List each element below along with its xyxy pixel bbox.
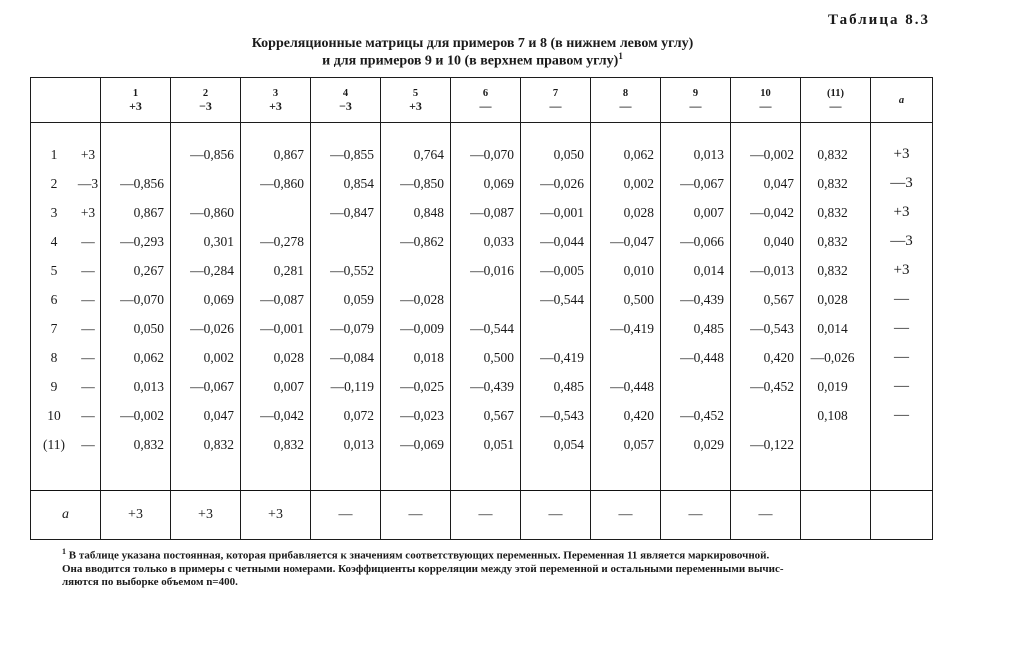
matrix-cell: 0,047: [203, 408, 234, 423]
a-cell: [871, 430, 932, 459]
matrix-cell: [451, 285, 520, 314]
matrix-cell: —0,087: [470, 205, 514, 220]
row-label: [31, 140, 100, 169]
a-cell: —: [894, 378, 909, 394]
matrix-cell: 0,013: [133, 379, 164, 394]
matrix-cell: 0,832: [817, 263, 848, 278]
matrix-cell: 0,040: [763, 234, 794, 249]
matrix-cell: —0,860: [260, 176, 304, 191]
column-number: 9: [692, 88, 699, 99]
column-number: 5: [412, 88, 419, 99]
matrix-cell: —0,013: [750, 263, 794, 278]
matrix-cell: —0,856: [120, 176, 164, 191]
matrix-cell: [171, 169, 240, 198]
matrix-cell: 0,028: [623, 205, 654, 220]
matrix-cell: 0,013: [343, 437, 374, 452]
matrix-cell: —0,084: [330, 350, 374, 365]
footer-cell-5: —: [381, 491, 451, 540]
matrix-column-5: [381, 123, 451, 491]
a-column: [871, 123, 933, 491]
footer-cell-10: —: [731, 491, 801, 540]
caption-footnote-mark: 1: [618, 51, 623, 61]
column-header-8: [591, 78, 661, 123]
matrix-cell: 0,867: [133, 205, 164, 220]
matrix-column-10: [731, 123, 801, 491]
matrix-cell: [381, 256, 450, 285]
matrix-column-3: [241, 123, 311, 491]
footnote-line-2: Она вводится только в примеры с четными номерами. Коэффициенты корреляции между этой переменной и остальными переменными вычис-: [62, 562, 784, 575]
matrix-cell: —0,070: [470, 147, 514, 162]
matrix-column-4: [311, 123, 381, 491]
matrix-cell: 0,051: [483, 437, 514, 452]
column-header-1: [101, 78, 171, 123]
matrix-column-6: [451, 123, 521, 491]
matrix-cell: —0,002: [120, 408, 164, 423]
matrix-cell: —0,025: [400, 379, 444, 394]
matrix-cell: [801, 430, 870, 459]
column-header-11: [801, 78, 871, 123]
row-number: 8: [50, 350, 58, 365]
matrix-cell: —0,847: [330, 205, 374, 220]
column-header-10: [731, 78, 801, 123]
matrix-cell: 0,500: [623, 292, 654, 307]
column-header-a: a: [871, 78, 933, 123]
matrix-cell: 0,018: [413, 350, 444, 365]
footnote-mark: 1: [62, 547, 66, 556]
column-constant: −3: [339, 99, 352, 113]
matrix-cell: 0,764: [413, 147, 444, 162]
row-number: 7: [50, 321, 58, 336]
row-label: [31, 372, 100, 401]
matrix-cell: —0,002: [750, 147, 794, 162]
matrix-cell: 0,281: [273, 263, 304, 278]
matrix-cell: —0,452: [750, 379, 794, 394]
matrix-cell: 0,832: [817, 205, 848, 220]
matrix-cell: 0,054: [553, 437, 584, 452]
matrix-cell: —0,544: [470, 321, 514, 336]
row-number: 5: [50, 263, 58, 278]
row-label: [31, 227, 100, 256]
column-number: 3: [272, 88, 279, 99]
matrix-cell: 0,069: [203, 292, 234, 307]
column-number: 4: [342, 88, 349, 99]
matrix-column-11: [801, 123, 871, 491]
column-number: 2: [202, 88, 209, 99]
footer-cell-8: —: [591, 491, 661, 540]
matrix-cell: 0,069: [483, 176, 514, 191]
matrix-cell: —0,860: [190, 205, 234, 220]
row-constant: —: [81, 321, 95, 336]
matrix-column-8: [591, 123, 661, 491]
matrix-cell: —0,005: [540, 263, 584, 278]
matrix-cell: 0,062: [133, 350, 164, 365]
matrix-cell: 0,848: [413, 205, 444, 220]
column-constant: —: [549, 99, 562, 113]
matrix-cell: —0,284: [190, 263, 234, 278]
row-number: 10: [47, 408, 61, 423]
matrix-cell: —0,079: [330, 321, 374, 336]
matrix-cell: 0,028: [817, 292, 848, 307]
column-number: (11): [827, 88, 844, 99]
row-label: [31, 314, 100, 343]
footnote-line-3: ляются по выборке объемом n=400.: [62, 575, 238, 588]
matrix-column-7: [521, 123, 591, 491]
matrix-cell: —0,026: [540, 176, 584, 191]
table-caption-line-1: Корреляционные матрицы для примеров 7 и 8 (в нижнем левом углу): [251, 36, 694, 51]
matrix-cell: —0,419: [540, 350, 584, 365]
matrix-cell: 0,567: [763, 292, 794, 307]
row-number: 1: [50, 147, 58, 162]
footer-cell-2: +3: [171, 491, 241, 540]
row-constant: —: [81, 350, 95, 365]
footer-label: a: [31, 491, 101, 540]
matrix-cell: —0,122: [750, 437, 794, 452]
a-cell: —: [894, 320, 909, 336]
correlation-matrix-table: [30, 77, 933, 540]
matrix-cell: —0,066: [680, 234, 724, 249]
row-constant: —: [81, 292, 95, 307]
column-header-4: [311, 78, 381, 123]
matrix-body: [31, 123, 933, 491]
matrix-cell: 0,567: [483, 408, 514, 423]
matrix-cell: —0,543: [540, 408, 584, 423]
matrix-cell: 0,832: [817, 147, 848, 162]
matrix-cell: —0,278: [260, 234, 304, 249]
matrix-cell: [591, 343, 660, 372]
matrix-cell: 0,007: [693, 205, 724, 220]
column-number: 6: [482, 88, 489, 99]
footer-cell-7: —: [521, 491, 591, 540]
column-header-7: [521, 78, 591, 123]
footer-cell-4: —: [311, 491, 381, 540]
matrix-cell: 0,301: [203, 234, 234, 249]
footnote-line-1: [62, 545, 947, 563]
matrix-cell: —0,028: [400, 292, 444, 307]
corner-cell: [31, 78, 101, 123]
row-constant: —: [81, 263, 95, 278]
matrix-cell: —0,047: [610, 234, 654, 249]
row-label: [31, 198, 100, 227]
row-constant: —: [81, 379, 95, 394]
matrix-column-1: [101, 123, 171, 491]
matrix-cell: —0,452: [680, 408, 724, 423]
matrix-cell: —0,448: [610, 379, 654, 394]
matrix-cell: 0,832: [817, 176, 848, 191]
footnote: [62, 545, 947, 589]
matrix-cell: 0,057: [623, 437, 654, 452]
matrix-cell: 0,013: [693, 147, 724, 162]
footer-cell-6: —: [451, 491, 521, 540]
matrix-cell: 0,033: [483, 234, 514, 249]
matrix-cell: 0,832: [133, 437, 164, 452]
a-cell: —3: [890, 175, 913, 191]
row-number: 6: [50, 292, 58, 307]
column-constant: —: [689, 99, 702, 113]
row-constant: +3: [80, 147, 96, 162]
matrix-cell: —0,850: [400, 176, 444, 191]
column-constant: —: [759, 99, 772, 113]
row-label: [31, 169, 100, 198]
matrix-cell: —0,087: [260, 292, 304, 307]
matrix-cell: —0,552: [330, 263, 374, 278]
matrix-cell: 0,050: [133, 321, 164, 336]
matrix-cell: —0,293: [120, 234, 164, 249]
matrix-cell: 0,007: [273, 379, 304, 394]
footer-cell-1: +3: [101, 491, 171, 540]
column-constant: —: [829, 99, 842, 113]
matrix-cell: —0,009: [400, 321, 444, 336]
matrix-cell: —0,023: [400, 408, 444, 423]
a-cell: —: [894, 349, 909, 365]
a-cell: —3: [890, 233, 913, 249]
matrix-cell: 0,485: [553, 379, 584, 394]
matrix-cell: 0,420: [623, 408, 654, 423]
row-label: [31, 430, 100, 459]
matrix-cell: —0,026: [810, 350, 855, 365]
row-constant: +3: [80, 205, 96, 220]
matrix-cell: [311, 227, 380, 256]
matrix-cell: —0,419: [610, 321, 654, 336]
matrix-cell: [241, 198, 310, 227]
matrix-cell: —0,042: [750, 205, 794, 220]
footer-cell-3: +3: [241, 491, 311, 540]
matrix-cell: —0,855: [330, 147, 374, 162]
matrix-cell: —0,067: [190, 379, 234, 394]
matrix-cell: —0,070: [120, 292, 164, 307]
matrix-cell: 0,029: [693, 437, 724, 452]
column-number: 7: [552, 88, 559, 99]
matrix-cell: 0,832: [203, 437, 234, 452]
matrix-cell: 0,050: [553, 147, 584, 162]
column-header-2: [171, 78, 241, 123]
footer-row: [31, 491, 933, 540]
matrix-cell: —0,016: [470, 263, 514, 278]
matrix-cell: 0,108: [817, 408, 848, 423]
caption-line-2-text: и для примеров 9 и 10 (в верхнем правом углу): [322, 53, 619, 69]
matrix-cell: 0,002: [203, 350, 234, 365]
matrix-cell: [521, 314, 590, 343]
column-header-6: [451, 78, 521, 123]
column-constant: —: [619, 99, 632, 113]
column-number: 1: [132, 88, 139, 99]
matrix-cell: —0,119: [330, 379, 374, 394]
row-number: 9: [50, 379, 58, 394]
column-constant: +3: [269, 99, 282, 113]
a-cell: +3: [893, 146, 910, 162]
matrix-cell: —0,862: [400, 234, 444, 249]
matrix-cell: —0,543: [750, 321, 794, 336]
matrix-cell: 0,059: [343, 292, 374, 307]
a-cell: +3: [893, 204, 910, 220]
matrix-cell: 0,028: [273, 350, 304, 365]
matrix-cell: —0,001: [540, 205, 584, 220]
matrix-cell: 0,072: [343, 408, 374, 423]
row-number: (11): [43, 437, 65, 452]
row-number: 2: [50, 176, 58, 191]
matrix-cell: —0,439: [680, 292, 724, 307]
column-header-3: [241, 78, 311, 123]
row-constant: —: [81, 408, 95, 423]
footnote-text-1: В таблице указана постоянная, которая прибавляется к значениям соответствующих переменных. Переменная 11 является маркировочной.: [68, 549, 770, 562]
footer-cell-11: [801, 491, 871, 540]
matrix-cell: 0,014: [817, 321, 848, 336]
matrix-column-9: [661, 123, 731, 491]
matrix-cell: —0,042: [260, 408, 304, 423]
row-number: 4: [50, 234, 58, 249]
column-header-9: [661, 78, 731, 123]
a-cell: —: [894, 407, 909, 423]
column-number: 10: [760, 88, 771, 99]
matrix-cell: 0,832: [817, 234, 848, 249]
matrix-cell: 0,485: [693, 321, 724, 336]
matrix-cell: —0,067: [680, 176, 724, 191]
matrix-cell: 0,062: [623, 147, 654, 162]
matrix-cell: 0,010: [623, 263, 654, 278]
a-cell: —: [894, 291, 909, 307]
column-header-5: [381, 78, 451, 123]
footer-cell-12: [871, 491, 933, 540]
matrix-cell: —0,044: [540, 234, 584, 249]
table-caption-line-2: [0, 51, 945, 70]
matrix-cell: [101, 140, 170, 169]
matrix-cell: —0,544: [540, 292, 584, 307]
matrix-column-2: [171, 123, 241, 491]
matrix-cell: 0,002: [623, 176, 654, 191]
column-constant: —: [479, 99, 492, 113]
matrix-cell: 0,867: [273, 147, 304, 162]
column-number: 8: [622, 88, 629, 99]
matrix-cell: —0,856: [190, 147, 234, 162]
header-row: [31, 78, 933, 123]
column-constant: +3: [129, 99, 142, 113]
table-number: Таблица 8.3: [828, 12, 930, 28]
row-constant: —: [81, 234, 95, 249]
matrix-cell: 0,832: [273, 437, 304, 452]
column-constant: +3: [409, 99, 422, 113]
row-label: [31, 401, 100, 430]
matrix-cell: [661, 372, 730, 401]
row-label: [31, 285, 100, 314]
row-labels-column: [31, 123, 101, 491]
column-constant: −3: [199, 99, 212, 113]
matrix-cell: —0,069: [400, 437, 444, 452]
matrix-cell: [731, 401, 800, 430]
matrix-cell: 0,854: [343, 176, 374, 191]
matrix-cell: 0,019: [817, 379, 848, 394]
matrix-cell: 0,047: [763, 176, 794, 191]
a-cell: +3: [893, 262, 910, 278]
row-number: 3: [50, 205, 58, 220]
matrix-cell: 0,500: [483, 350, 514, 365]
row-constant: —3: [77, 176, 99, 191]
matrix-cell: —0,448: [680, 350, 724, 365]
row-label: [31, 343, 100, 372]
row-constant: —: [81, 437, 95, 452]
row-label: [31, 256, 100, 285]
matrix-cell: 0,420: [763, 350, 794, 365]
matrix-cell: —0,439: [470, 379, 514, 394]
matrix-cell: —0,001: [260, 321, 304, 336]
footer-cell-9: —: [661, 491, 731, 540]
matrix-cell: —0,026: [190, 321, 234, 336]
matrix-cell: 0,014: [693, 263, 724, 278]
matrix-cell: 0,267: [133, 263, 164, 278]
